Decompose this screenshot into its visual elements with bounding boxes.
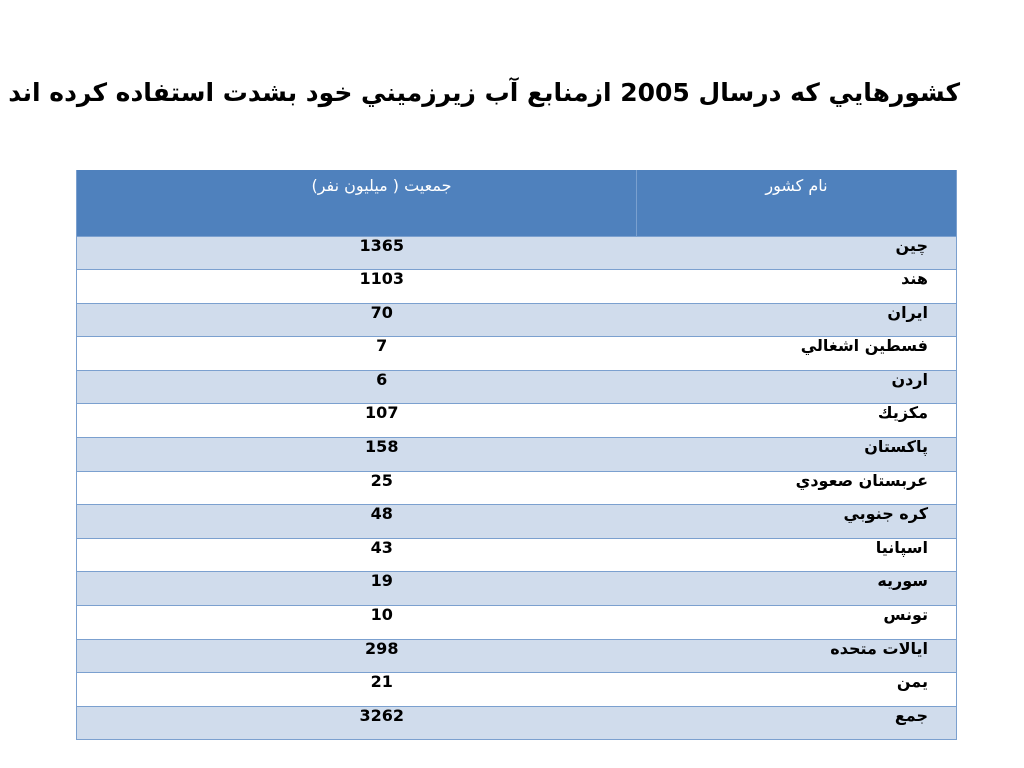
cell-population: 6 [77,370,637,404]
cell-country: ايران [637,303,957,337]
cell-country: اسپانيا [637,538,957,572]
cell-population: 70 [77,303,637,337]
cell-population: 19 [77,572,637,606]
cell-population: 158 [77,438,637,472]
cell-total-value: 3262 [77,706,637,740]
table-body [77,236,957,740]
table-row [77,606,957,640]
table-row [77,639,957,673]
table-row [77,370,957,404]
cell-population: 107 [77,404,637,438]
data-table-container [76,170,956,740]
cell-country: اردن [637,370,957,404]
table-row [77,270,957,304]
cell-population: 25 [77,471,637,505]
cell-population: 7 [77,337,637,371]
cell-population: 1365 [77,236,637,270]
table-row [77,471,957,505]
cell-country: عربستان صعودي [637,471,957,505]
cell-population: 21 [77,673,637,707]
table-row [77,572,957,606]
cell-country: مكزيك [637,404,957,438]
table-row [77,438,957,472]
groundwater-usage-table [76,170,957,740]
table-header-row [77,170,957,236]
slide-title: كشورهايي كه درسال 2005 ازمنابع آب زيرزميني خود بشدت استفاده كرده اند [8,78,960,107]
table-row [77,404,957,438]
cell-country: تونس [637,606,957,640]
cell-total-label: جمع [637,706,957,740]
header-country: نام كشور [637,170,957,236]
table-row [77,337,957,371]
table-row [77,538,957,572]
cell-country: چين [637,236,957,270]
cell-population: 43 [77,538,637,572]
table-row [77,236,957,270]
header-population: جمعيت ( ميليون نفر) [77,170,637,236]
cell-country: يمن [637,673,957,707]
table-row-total [77,706,957,740]
table-row [77,673,957,707]
cell-country: فسطين اشغالي [637,337,957,371]
cell-population: 10 [77,606,637,640]
cell-country: كره جنوبي [637,505,957,539]
cell-country: هند [637,270,957,304]
table-header [77,170,957,236]
cell-population: 48 [77,505,637,539]
cell-country: سوريه [637,572,957,606]
cell-population: 298 [77,639,637,673]
table-row [77,505,957,539]
cell-country: پاكستان [637,438,957,472]
cell-country: ايالات متحده [637,639,957,673]
cell-population: 1103 [77,270,637,304]
table-row [77,303,957,337]
